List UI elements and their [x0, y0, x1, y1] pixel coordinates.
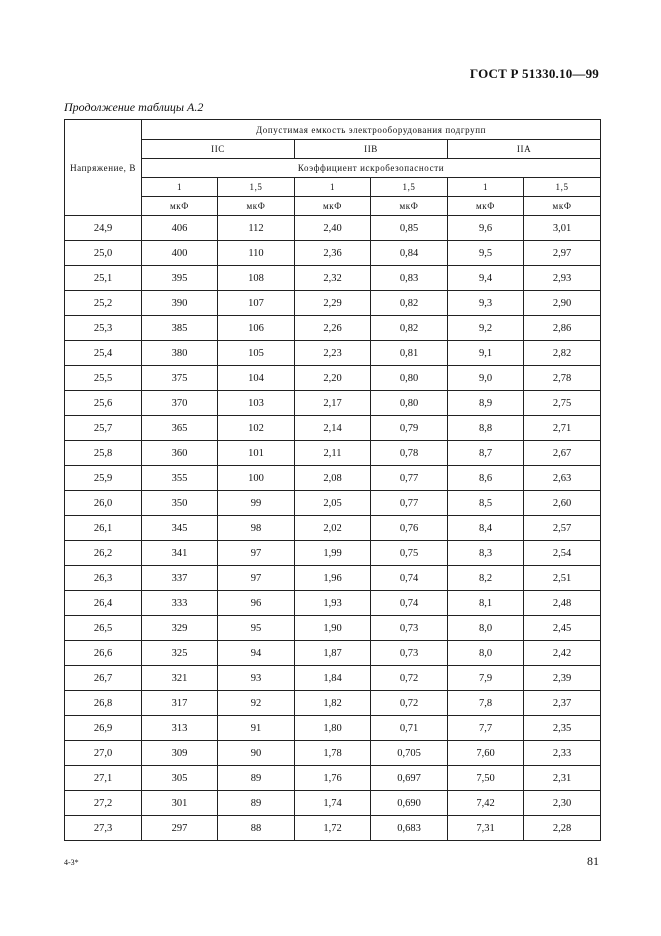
capacity-cell: 0,76	[371, 516, 448, 541]
capacity-cell: 106	[218, 316, 295, 341]
capacity-cell: 2,90	[524, 291, 601, 316]
capacity-cell: 0,697	[371, 766, 448, 791]
table-row	[65, 541, 601, 566]
capacity-cell: 297	[142, 816, 218, 841]
table-row	[65, 566, 601, 591]
capacity-cell: 0,683	[371, 816, 448, 841]
capacity-cell: 2,63	[524, 466, 601, 491]
capacity-cell: 99	[218, 491, 295, 516]
capacity-cell: 7,7	[448, 716, 524, 741]
capacity-table	[64, 119, 601, 841]
capacity-cell: 2,28	[524, 816, 601, 841]
capacity-cell: 2,78	[524, 366, 601, 391]
capacity-cell: 2,54	[524, 541, 601, 566]
voltage-cell: 26,7	[65, 666, 142, 691]
capacity-cell: 2,40	[295, 216, 371, 241]
capacity-cell: 0,80	[371, 391, 448, 416]
capacity-cell: 301	[142, 791, 218, 816]
voltage-cell: 25,8	[65, 441, 142, 466]
table-row	[65, 391, 601, 416]
capacity-cell: 2,14	[295, 416, 371, 441]
voltage-cell: 26,0	[65, 491, 142, 516]
table-row	[65, 441, 601, 466]
capacity-cell: 7,9	[448, 666, 524, 691]
capacity-cell: 2,17	[295, 391, 371, 416]
capacity-cell: 9,3	[448, 291, 524, 316]
capacity-cell: 0,83	[371, 266, 448, 291]
capacity-cell: 96	[218, 591, 295, 616]
voltage-cell: 25,9	[65, 466, 142, 491]
footer-sheet-mark: 4-3*	[64, 858, 79, 867]
capacity-cell: 1,93	[295, 591, 371, 616]
capacity-cell: 2,33	[524, 741, 601, 766]
voltage-cell: 27,1	[65, 766, 142, 791]
table-row	[65, 516, 601, 541]
voltage-cell: 25,5	[65, 366, 142, 391]
capacity-cell: 345	[142, 516, 218, 541]
capacity-cell: 0,77	[371, 491, 448, 516]
capacity-cell: 2,20	[295, 366, 371, 391]
capacity-cell: 0,73	[371, 641, 448, 666]
capacity-cell: 9,5	[448, 241, 524, 266]
capacity-cell: 8,9	[448, 391, 524, 416]
capacity-cell: 9,0	[448, 366, 524, 391]
factor-cell: 1,5	[524, 178, 601, 197]
capacity-cell: 8,0	[448, 616, 524, 641]
capacity-cell: 0,72	[371, 691, 448, 716]
group-header-iia: IIA	[448, 140, 601, 159]
capacity-cell: 91	[218, 716, 295, 741]
voltage-cell: 26,4	[65, 591, 142, 616]
unit-cell: мкФ	[371, 197, 448, 216]
table-row	[65, 316, 601, 341]
voltage-cell: 25,6	[65, 391, 142, 416]
capacity-cell: 93	[218, 666, 295, 691]
capacity-cell: 0,74	[371, 591, 448, 616]
table-row	[65, 791, 601, 816]
capacity-cell: 97	[218, 566, 295, 591]
capacity-cell: 104	[218, 366, 295, 391]
table-row	[65, 641, 601, 666]
page-number: 81	[587, 854, 599, 868]
capacity-cell: 337	[142, 566, 218, 591]
table-row	[65, 216, 601, 241]
capacity-cell: 89	[218, 791, 295, 816]
table-row	[65, 716, 601, 741]
table-row	[65, 266, 601, 291]
factor-cell: 1,5	[218, 178, 295, 197]
capacity-cell: 2,48	[524, 591, 601, 616]
voltage-cell: 25,4	[65, 341, 142, 366]
unit-cell: мкФ	[142, 197, 218, 216]
capacity-cell: 1,74	[295, 791, 371, 816]
factor-cell: 1	[142, 178, 218, 197]
voltage-cell: 27,3	[65, 816, 142, 841]
capacity-cell: 313	[142, 716, 218, 741]
capacity-cell: 8,4	[448, 516, 524, 541]
capacity-cell: 103	[218, 391, 295, 416]
capacity-cell: 2,30	[524, 791, 601, 816]
capacity-cell: 2,02	[295, 516, 371, 541]
capacity-cell: 100	[218, 466, 295, 491]
capacity-cell: 1,72	[295, 816, 371, 841]
capacity-cell: 0,690	[371, 791, 448, 816]
capacity-cell: 112	[218, 216, 295, 241]
capacity-cell: 92	[218, 691, 295, 716]
voltage-cell: 27,0	[65, 741, 142, 766]
group-header-iib: IIB	[295, 140, 448, 159]
capacity-cell: 390	[142, 291, 218, 316]
capacity-cell: 8,6	[448, 466, 524, 491]
capacity-cell: 0,82	[371, 291, 448, 316]
voltage-header: Напряжение, В	[65, 120, 142, 216]
capacity-cell: 2,11	[295, 441, 371, 466]
capacity-cell: 321	[142, 666, 218, 691]
capacity-cell: 101	[218, 441, 295, 466]
capacity-cell: 1,87	[295, 641, 371, 666]
factor-cell: 1	[295, 178, 371, 197]
table-row	[65, 466, 601, 491]
capacity-cell: 0,78	[371, 441, 448, 466]
capacity-cell: 90	[218, 741, 295, 766]
capacity-cell: 2,82	[524, 341, 601, 366]
capacity-cell: 2,32	[295, 266, 371, 291]
unit-cell: мкФ	[448, 197, 524, 216]
capacity-cell: 89	[218, 766, 295, 791]
capacity-cell: 2,60	[524, 491, 601, 516]
capacity-cell: 329	[142, 616, 218, 641]
voltage-cell: 25,7	[65, 416, 142, 441]
voltage-cell: 24,9	[65, 216, 142, 241]
table-row	[65, 591, 601, 616]
capacity-cell: 94	[218, 641, 295, 666]
capacity-cell: 105	[218, 341, 295, 366]
table-row	[65, 491, 601, 516]
voltage-cell: 26,6	[65, 641, 142, 666]
capacity-cell: 8,7	[448, 441, 524, 466]
capacity-cell: 110	[218, 241, 295, 266]
capacity-cell: 385	[142, 316, 218, 341]
capacity-cell: 365	[142, 416, 218, 441]
unit-cell: мкФ	[218, 197, 295, 216]
voltage-cell: 26,2	[65, 541, 142, 566]
capacity-cell: 2,57	[524, 516, 601, 541]
capacity-cell: 2,93	[524, 266, 601, 291]
capacity-cell: 7,60	[448, 741, 524, 766]
capacity-cell: 370	[142, 391, 218, 416]
capacity-cell: 0,73	[371, 616, 448, 641]
capacity-cell: 9,6	[448, 216, 524, 241]
capacity-cell: 0,81	[371, 341, 448, 366]
capacity-cell: 1,80	[295, 716, 371, 741]
capacity-cell: 2,75	[524, 391, 601, 416]
voltage-cell: 27,2	[65, 791, 142, 816]
capacity-cell: 2,67	[524, 441, 601, 466]
voltage-cell: 26,3	[65, 566, 142, 591]
capacity-cell: 2,29	[295, 291, 371, 316]
capacity-cell: 95	[218, 616, 295, 641]
capacity-cell: 1,99	[295, 541, 371, 566]
capacity-cell: 375	[142, 366, 218, 391]
capacity-cell: 98	[218, 516, 295, 541]
capacity-cell: 3,01	[524, 216, 601, 241]
capacity-cell: 102	[218, 416, 295, 441]
capacity-cell: 0,85	[371, 216, 448, 241]
capacity-cell: 8,8	[448, 416, 524, 441]
voltage-cell: 25,0	[65, 241, 142, 266]
capacity-cell: 355	[142, 466, 218, 491]
capacity-cell: 8,5	[448, 491, 524, 516]
table-row	[65, 241, 601, 266]
capacity-cell: 2,31	[524, 766, 601, 791]
capacity-cell: 7,8	[448, 691, 524, 716]
table-row	[65, 666, 601, 691]
capacity-cell: 8,2	[448, 566, 524, 591]
capacity-cell: 0,71	[371, 716, 448, 741]
voltage-cell: 25,2	[65, 291, 142, 316]
capacity-cell: 2,08	[295, 466, 371, 491]
capacity-cell: 7,31	[448, 816, 524, 841]
standard-designation: ГОСТ Р 51330.10—99	[469, 66, 599, 81]
capacity-cell: 0,84	[371, 241, 448, 266]
capacity-cell: 7,42	[448, 791, 524, 816]
capacity-cell: 360	[142, 441, 218, 466]
voltage-cell: 26,9	[65, 716, 142, 741]
table-row	[65, 291, 601, 316]
capacity-cell: 0,79	[371, 416, 448, 441]
capacity-cell: 1,90	[295, 616, 371, 641]
capacity-cell: 2,37	[524, 691, 601, 716]
table-row	[65, 416, 601, 441]
capacity-cell: 9,4	[448, 266, 524, 291]
capacity-cell: 317	[142, 691, 218, 716]
capacity-cell: 2,23	[295, 341, 371, 366]
capacity-cell: 7,50	[448, 766, 524, 791]
capacity-cell: 0,75	[371, 541, 448, 566]
table-caption: Продолжение таблицы А.2	[64, 100, 204, 114]
safety-factor-header: Коэффициент искробезопасности	[142, 159, 601, 178]
factor-cell: 1	[448, 178, 524, 197]
capacity-cell: 333	[142, 591, 218, 616]
capacity-header: Допустимая емкость электрооборудования подгрупп	[142, 120, 601, 140]
capacity-cell: 350	[142, 491, 218, 516]
group-header-iic: IIC	[142, 140, 295, 159]
table-row	[65, 341, 601, 366]
capacity-cell: 0,82	[371, 316, 448, 341]
capacity-cell: 88	[218, 816, 295, 841]
voltage-cell: 26,8	[65, 691, 142, 716]
capacity-cell: 406	[142, 216, 218, 241]
factor-cell: 1,5	[371, 178, 448, 197]
voltage-cell: 26,5	[65, 616, 142, 641]
capacity-cell: 309	[142, 741, 218, 766]
unit-cell: мкФ	[295, 197, 371, 216]
capacity-cell: 107	[218, 291, 295, 316]
table-row	[65, 616, 601, 641]
capacity-cell: 2,26	[295, 316, 371, 341]
capacity-cell: 2,45	[524, 616, 601, 641]
capacity-cell: 1,82	[295, 691, 371, 716]
capacity-cell: 8,3	[448, 541, 524, 566]
capacity-cell: 325	[142, 641, 218, 666]
capacity-cell: 0,80	[371, 366, 448, 391]
capacity-cell: 2,05	[295, 491, 371, 516]
capacity-cell: 2,51	[524, 566, 601, 591]
voltage-cell: 25,3	[65, 316, 142, 341]
table-row	[65, 816, 601, 841]
capacity-cell: 0,705	[371, 741, 448, 766]
capacity-cell: 0,72	[371, 666, 448, 691]
capacity-cell: 97	[218, 541, 295, 566]
capacity-cell: 108	[218, 266, 295, 291]
capacity-cell: 400	[142, 241, 218, 266]
capacity-cell: 8,1	[448, 591, 524, 616]
capacity-cell: 2,86	[524, 316, 601, 341]
capacity-cell: 341	[142, 541, 218, 566]
capacity-cell: 380	[142, 341, 218, 366]
capacity-cell: 2,35	[524, 716, 601, 741]
table-row	[65, 691, 601, 716]
capacity-cell: 0,74	[371, 566, 448, 591]
capacity-cell: 0,77	[371, 466, 448, 491]
capacity-cell: 305	[142, 766, 218, 791]
capacity-cell: 1,78	[295, 741, 371, 766]
table-row	[65, 766, 601, 791]
table-row	[65, 366, 601, 391]
capacity-cell: 395	[142, 266, 218, 291]
capacity-cell: 1,84	[295, 666, 371, 691]
unit-cell: мкФ	[524, 197, 601, 216]
voltage-cell: 26,1	[65, 516, 142, 541]
voltage-cell: 25,1	[65, 266, 142, 291]
capacity-cell: 2,36	[295, 241, 371, 266]
capacity-cell: 8,0	[448, 641, 524, 666]
capacity-cell: 1,76	[295, 766, 371, 791]
capacity-cell: 2,39	[524, 666, 601, 691]
capacity-cell: 1,96	[295, 566, 371, 591]
capacity-cell: 2,42	[524, 641, 601, 666]
capacity-cell: 2,71	[524, 416, 601, 441]
table-row	[65, 741, 601, 766]
capacity-cell: 2,97	[524, 241, 601, 266]
capacity-cell: 9,2	[448, 316, 524, 341]
capacity-cell: 9,1	[448, 341, 524, 366]
